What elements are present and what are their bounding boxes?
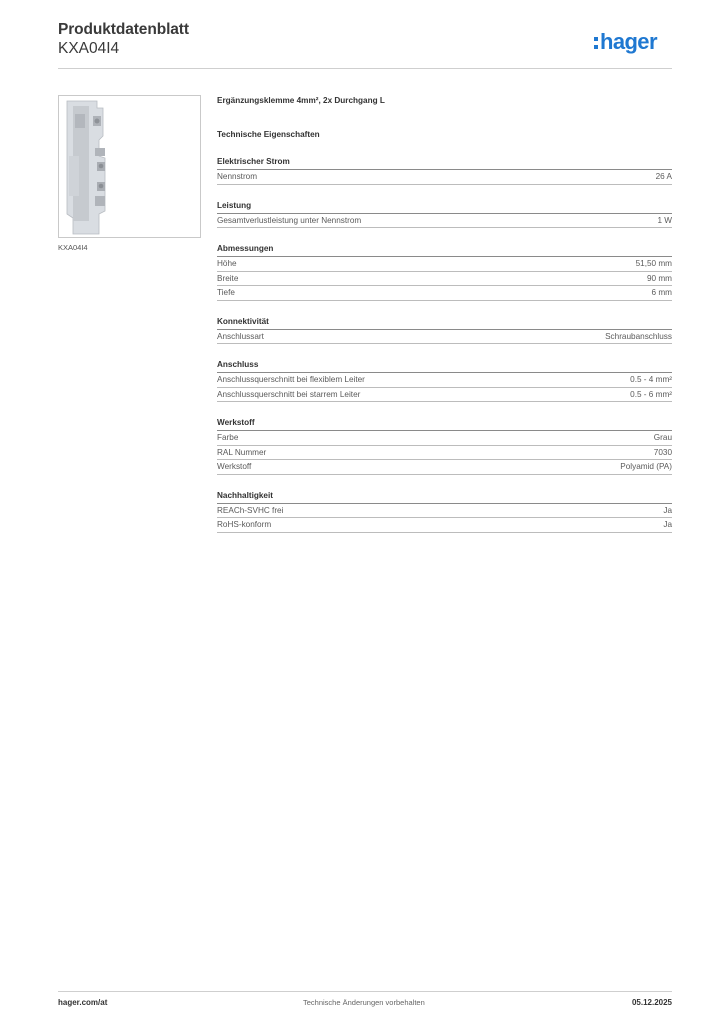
tech-properties-heading: Technische Eigenschaften: [217, 130, 320, 139]
spec-label: RAL Nummer: [217, 447, 267, 457]
spec-row: [217, 431, 672, 446]
spec-label: Anschlussquerschnitt bei starrem Leiter: [217, 389, 361, 399]
spec-row: [217, 518, 672, 533]
spec-section: [217, 490, 672, 533]
spec-value: 1 W: [657, 215, 672, 225]
spec-row: [217, 170, 672, 185]
spec-section: [217, 359, 672, 402]
footer-date: 05.12.2025: [631, 998, 672, 1007]
spec-row: [217, 446, 672, 461]
spec-value: 7030: [653, 447, 672, 457]
spec-section: [217, 316, 672, 345]
spec-row: [217, 373, 672, 388]
spec-label: Anschlussart: [217, 331, 264, 341]
spec-row: [217, 330, 672, 345]
spec-row: [217, 257, 672, 272]
spec-label: Farbe: [217, 433, 239, 443]
spec-value: 26 A: [655, 172, 672, 182]
spec-row: [217, 286, 672, 301]
spec-label: Höhe: [217, 259, 237, 269]
spec-value: 0.5 - 4 mm²: [630, 375, 672, 385]
spec-label: Nennstrom: [217, 172, 258, 182]
spec-section: [217, 200, 672, 229]
spec-sections: [217, 156, 672, 533]
spec-section: [217, 243, 672, 301]
hager-logo: [594, 29, 657, 55]
spec-section: [217, 417, 672, 475]
spec-value: Polyamid (PA): [620, 462, 672, 472]
spec-label: REACh-SVHC frei: [217, 505, 284, 515]
terminal-block-illustration: [59, 96, 200, 237]
section-title: Konnektivität: [217, 316, 672, 330]
spec-value: 90 mm: [646, 273, 672, 283]
spec-row: [217, 388, 672, 403]
footer-notice: Technische Änderungen vorbehalten: [303, 998, 425, 1007]
product-name: Ergänzungsklemme 4mm², 2x Durchgang L: [217, 96, 385, 105]
header-divider: [58, 68, 672, 69]
spec-label: RoHS-konform: [217, 520, 272, 530]
product-details: [217, 96, 672, 533]
logo-text: hager: [600, 29, 657, 54]
spec-row: [217, 214, 672, 229]
footer-website: hager.com/at: [58, 998, 108, 1007]
spec-value: Ja: [663, 520, 672, 530]
spec-row: [217, 504, 672, 519]
spec-row: [217, 460, 672, 475]
page-title: Produktdatenblatt: [58, 21, 189, 38]
product-code: KXA04I4: [58, 40, 120, 57]
spec-value: Ja: [663, 505, 672, 515]
section-title: Anschluss: [217, 359, 672, 373]
section-title: Abmessungen: [217, 243, 672, 257]
spec-value: Grau: [653, 433, 672, 443]
product-image: [58, 95, 201, 238]
spec-label: Tiefe: [217, 288, 235, 298]
section-title: Leistung: [217, 200, 672, 214]
spec-value: 6 mm: [651, 288, 672, 298]
spec-value: 0.5 - 6 mm²: [630, 389, 672, 399]
section-title: Elektrischer Strom: [217, 156, 672, 170]
image-caption: KXA04I4: [58, 243, 88, 252]
spec-section: [217, 156, 672, 185]
spec-label: Anschlussquerschnitt bei flexiblem Leiter: [217, 375, 365, 385]
spec-row: [217, 272, 672, 287]
section-title: Nachhaltigkeit: [217, 490, 672, 504]
footer-divider: [58, 991, 672, 992]
spec-value: 51,50 mm: [635, 259, 672, 269]
spec-label: Werkstoff: [217, 462, 252, 472]
spec-value: Schraubanschluss: [605, 331, 672, 341]
spec-label: Breite: [217, 273, 239, 283]
logo-dots-icon: [594, 37, 598, 49]
spec-label: Gesamtverlustleistung unter Nennstrom: [217, 215, 362, 225]
section-title: Werkstoff: [217, 417, 672, 431]
